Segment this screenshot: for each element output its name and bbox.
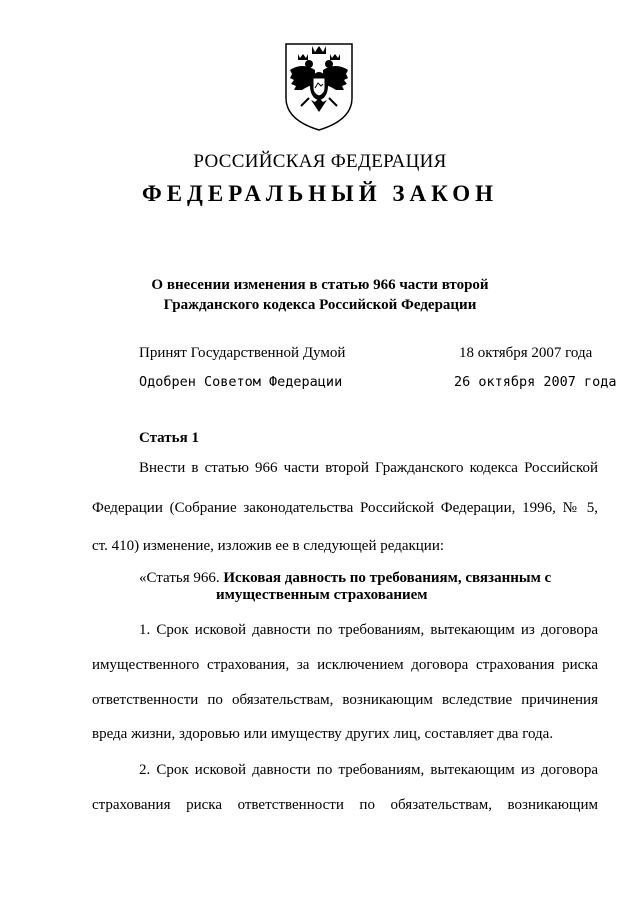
new-article-title-line-1	[139, 570, 551, 587]
duma-label: Принят Государственной Думой	[139, 345, 346, 361]
law-title	[0, 275, 640, 315]
intro-line-1: Внести в статью 966 части второй Гражданского кодекса Российской	[139, 460, 598, 476]
article-heading: Статья 1	[139, 430, 199, 446]
law-title-line-2: Гражданского кодекса Российской Федерации	[163, 297, 477, 313]
p1-line-1: 1. Срок исковой давности по требованиям, вытекающим из договора	[139, 622, 598, 638]
p2-line-2: страхования риска ответственности по обязательствам, возникающим	[92, 797, 598, 813]
p1-line-3: ответственности по обязательствам, возникающим вследствие причинения	[92, 692, 598, 708]
council-date: 26 октября 2007 года	[454, 374, 617, 390]
new-article-bold-1: Исковая давность по требованиям, связанным с	[223, 570, 552, 586]
duma-date: 18 октября 2007 года	[459, 345, 593, 361]
country-name: РОССИЙСКАЯ ФЕДЕРАЦИЯ	[193, 151, 447, 172]
p2-line-1: 2. Срок исковой давности по требованиям, вытекающим из договора	[139, 762, 598, 778]
new-article-title-line-2: имущественным страхованием	[216, 587, 428, 603]
p1-line-4: вреда жизни, здоровью или имуществу других лиц, составляет два года.	[92, 726, 554, 742]
law-title-line-1: О внесении изменения в статью 966 части второй	[151, 277, 489, 293]
document-type: ФЕДЕРАЛЬНЫЙ ЗАКОН	[141, 181, 499, 206]
council-label: Одобрен Советом Федерации	[139, 374, 343, 390]
new-article-prefix: «Статья 966.	[139, 570, 220, 586]
p1-line-2: имущественного страхования, за исключением договора страхования риска	[92, 657, 598, 673]
intro-line-2: Федерации (Собрание законодательства Российской Федерации, 1996, № 5,	[92, 500, 598, 516]
coat-of-arms-emblem	[282, 40, 356, 134]
intro-line-3: ст. 410) изменение, изложив ее в следующей редакции:	[92, 538, 445, 554]
